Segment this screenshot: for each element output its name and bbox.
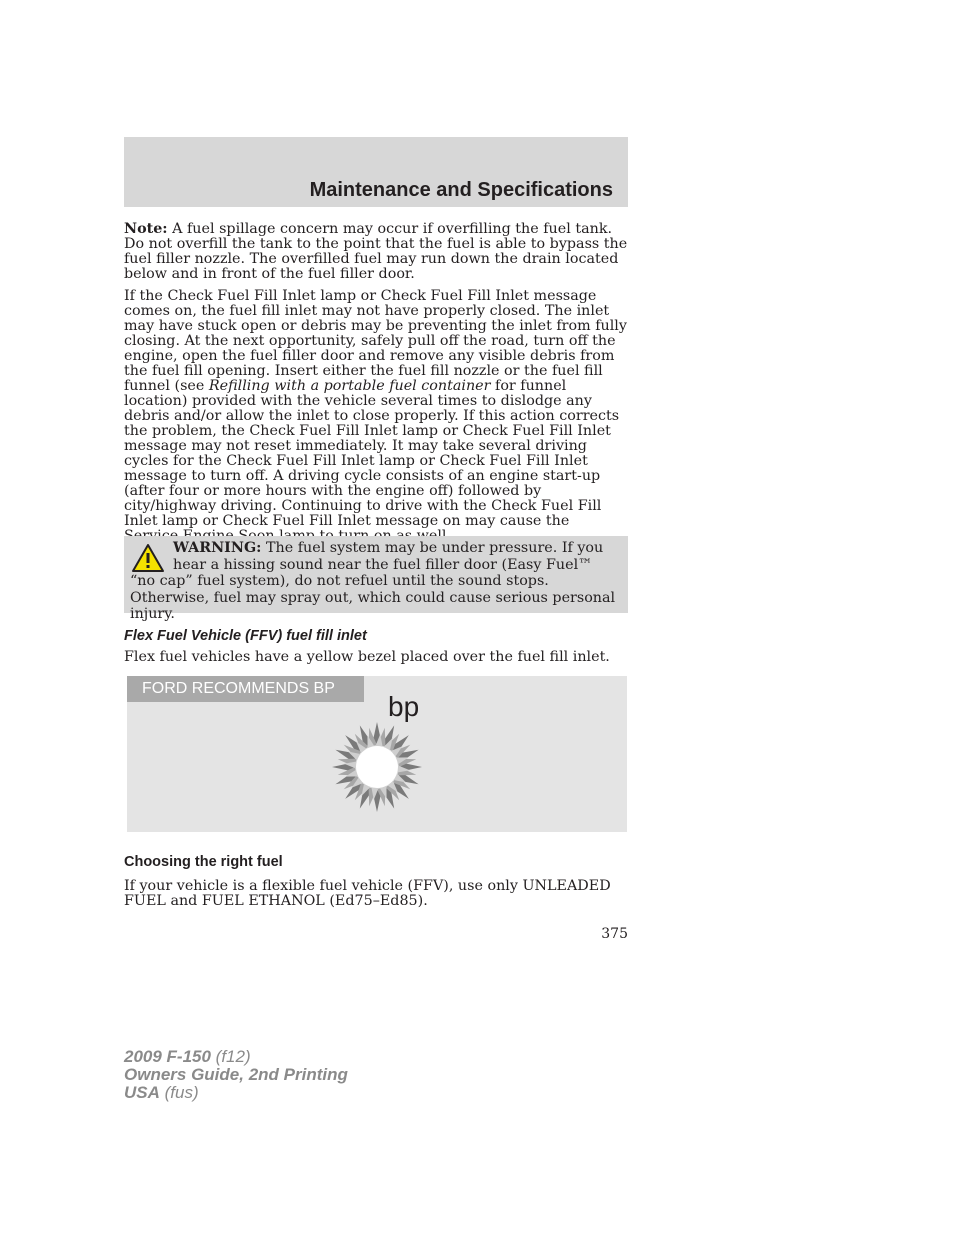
section-header <box>124 137 628 207</box>
section-title: Maintenance and Specifications <box>309 179 613 201</box>
footer-line-3 <box>124 1084 348 1102</box>
warning-box <box>124 536 628 622</box>
ffv-heading: Flex Fuel Vehicle (FFV) fuel fill inlet <box>124 628 367 644</box>
footer-edition: Owners Guide, 2nd Printing <box>124 1065 348 1084</box>
footer-line-1 <box>124 1048 348 1066</box>
footer-model: 2009 F-150 <box>124 1047 211 1066</box>
document-footer <box>124 1048 348 1102</box>
footer-market-code: (fus) <box>159 1083 199 1102</box>
warning-text-block <box>130 540 620 623</box>
bp-banner: FORD RECOMMENDS BP <box>127 676 364 702</box>
note-label: Note: <box>124 221 168 237</box>
bp-logo-text: bp <box>388 691 420 722</box>
bp-figure <box>127 676 627 832</box>
paragraph-text-part2: for funnel location) provided with the vehicle several times to dislodge any debris and/or allow the inlet to close properly. If this action corrects the problem, the Check Fuel Fill Inlet lamp or Check Fuel Fill Inlet message may not reset immediately. It may take several driving cycles for the Check Fuel Fill Inlet lamp or Check Fuel Fill Inlet message to turn off. A driving cycle consists of an engine start-up (after four or more hours with the engine off) followed by city/highway driving. Continuing to drive with the Check Fuel Fill Inlet lamp or Check Fuel Fill Inlet message on may cause the <box>124 378 620 529</box>
paragraph-text-part1: If the Check Fuel Fill Inlet lamp or Check Fuel Fill Inlet message comes on, the fuel fill inlet may not have properly closed. The inlet may have stuck open or debris may be preventing the inlet from fully closing. At the next opportunity, safely pull off the road, turn off the engine, open the fuel filler door and remove any visible debris from the fuel fill opening. Insert either the fuel fill nozzle or the fuel fill funnel (see <box>124 288 627 394</box>
warning-label: WARNING: <box>173 540 262 556</box>
fuel-heading: Choosing the right fuel <box>124 854 283 870</box>
note-paragraph <box>124 222 628 282</box>
warning-text: The fuel system may be under pressure. If you hear a hissing sound near the fuel filler door (Easy Fuel™ “no cap” fuel system), do not refuel until the sound stops. Otherwise, fuel may spray out, which could cause serious personal injury. <box>130 540 616 622</box>
ffv-paragraph: Flex fuel vehicles have a yellow bezel placed over the fuel fill inlet. <box>124 649 610 665</box>
footer-line-2 <box>124 1066 348 1084</box>
fuel-paragraph: If your vehicle is a flexible fuel vehicle (FFV), use only UNLEADED FUEL and FUEL ETHANOL (Ed75–Ed85). <box>124 878 611 909</box>
note-text: A fuel spillage concern may occur if overfilling the fuel tank. Do not overfill the tank to the point that the fuel is able to bypass the fuel filler nozzle. The overfilled fuel may run down the drain located below and in front of the fuel filler door. <box>124 221 628 282</box>
page-number: 375 <box>601 926 628 942</box>
check-fuel-inlet-paragraph <box>124 289 628 544</box>
cross-reference-link[interactable]: Refilling with a portable fuel container <box>208 378 491 394</box>
bp-helios-icon <box>331 721 423 813</box>
footer-market: USA <box>124 1083 160 1102</box>
footer-model-code: (f12) <box>210 1047 251 1066</box>
